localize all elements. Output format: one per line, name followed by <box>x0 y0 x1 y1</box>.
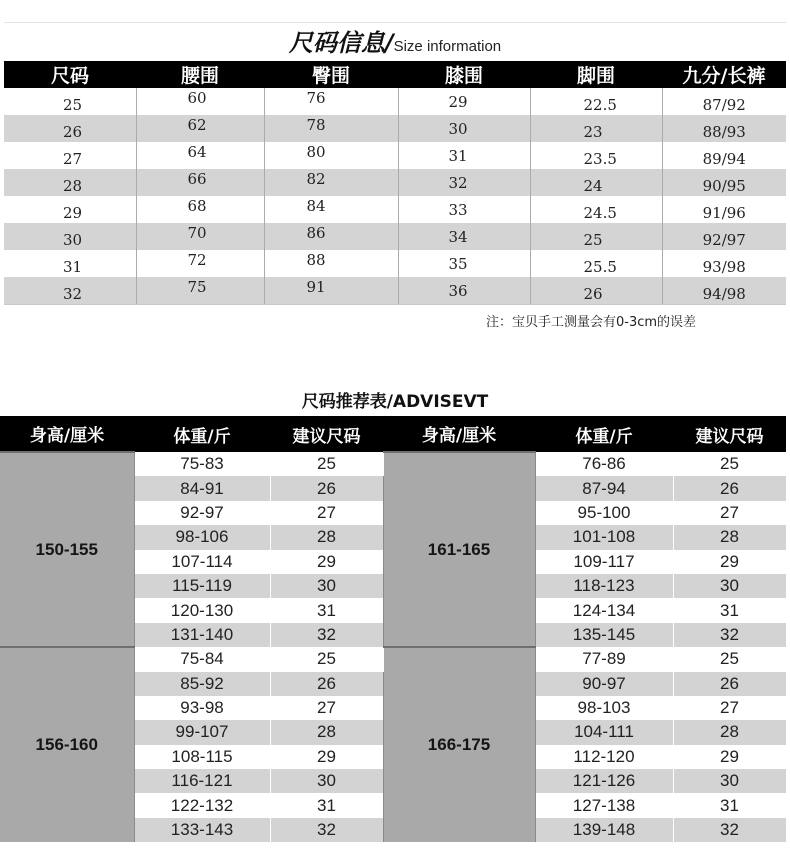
size-info-cell: 91 <box>264 277 398 305</box>
size-info-cell: 29 <box>63 204 83 222</box>
size-info-cell: 31 <box>398 142 530 169</box>
size-info-title-zh: 尺码信息/ <box>288 29 394 57</box>
size-info-header: 脚围 <box>530 61 662 88</box>
recommend-title: 尺码推荐表/ADVISEVT <box>301 392 489 412</box>
recommend-header: 体重/斤 <box>535 416 673 452</box>
size-info-row <box>4 88 786 115</box>
size-info-cell: 26 <box>4 115 136 142</box>
top-divider <box>4 22 786 23</box>
weight-range-cell: 84-91 <box>134 476 270 500</box>
size-info-cell: 62 <box>136 115 264 142</box>
size-info-cell: 82 <box>264 169 398 196</box>
size-info-cell: 35 <box>398 250 530 277</box>
weight-range-cell: 98-106 <box>134 525 270 549</box>
weight-range-cell: 116-121 <box>134 769 270 793</box>
height-range-right: 166-175 <box>383 647 535 842</box>
recommended-size-cell: 31 <box>673 598 786 622</box>
size-info-header-row <box>4 61 786 88</box>
recommended-size-cell: 30 <box>673 769 786 793</box>
size-info-row <box>4 250 786 277</box>
size-info-cell: 25 <box>530 223 662 250</box>
size-info-header: 腰围 <box>136 61 264 88</box>
size-info-title-en: Size information <box>393 38 502 55</box>
recommended-size-cell: 30 <box>270 574 383 598</box>
recommended-size-cell: 29 <box>270 745 383 769</box>
weight-range-cell: 131-140 <box>134 623 270 647</box>
weight-range-cell: 107-114 <box>134 550 270 574</box>
recommended-size-cell: 25 <box>673 647 786 671</box>
recommended-size-cell: 32 <box>673 818 786 842</box>
size-info-row <box>4 169 786 196</box>
recommended-size-cell: 25 <box>270 452 383 476</box>
weight-range-cell: 133-143 <box>134 818 270 842</box>
size-info-cell: 66 <box>136 169 264 196</box>
recommended-size-cell: 31 <box>270 793 383 817</box>
weight-range-cell: 76-86 <box>535 452 673 476</box>
weight-range-cell: 139-148 <box>535 818 673 842</box>
weight-range-cell: 135-145 <box>535 623 673 647</box>
weight-range-cell: 127-138 <box>535 793 673 817</box>
size-info-row <box>4 277 786 305</box>
size-info-header: 九分/长裤 <box>662 61 786 88</box>
size-info-cell: 70 <box>136 223 264 250</box>
recommended-size-cell: 31 <box>673 793 786 817</box>
recommended-size-cell: 25 <box>270 647 383 671</box>
size-info-table <box>4 61 786 305</box>
recommended-size-cell: 26 <box>270 672 383 696</box>
size-info-cell: 68 <box>136 196 264 223</box>
size-info-cell: 28 <box>4 169 136 196</box>
recommended-size-cell: 29 <box>270 550 383 574</box>
recommended-size-cell: 30 <box>270 769 383 793</box>
size-info-cell: 76 <box>264 88 398 115</box>
weight-range-cell: 120-130 <box>134 598 270 622</box>
recommended-size-cell: 29 <box>673 550 786 574</box>
weight-range-cell: 124-134 <box>535 598 673 622</box>
size-info-cell: 23.5 <box>530 142 662 169</box>
height-range-right: 161-165 <box>383 452 535 647</box>
size-info-cell: 91/96 <box>662 196 786 223</box>
recommended-size-cell: 28 <box>270 720 383 744</box>
size-info-row <box>4 196 786 223</box>
recommend-row <box>0 452 786 476</box>
weight-range-cell: 99-107 <box>134 720 270 744</box>
weight-range-cell: 115-119 <box>134 574 270 598</box>
size-info-cell: 78 <box>264 115 398 142</box>
size-info-cell: 30 <box>398 115 530 142</box>
recommended-size-cell: 26 <box>270 476 383 500</box>
recommend-row <box>0 647 786 671</box>
recommend-header: 身高/厘米 <box>383 416 535 452</box>
recommended-size-cell: 31 <box>270 598 383 622</box>
size-info-cell: 88/93 <box>662 115 786 142</box>
size-info-header: 尺码 <box>4 61 136 88</box>
size-info-cell: 34 <box>398 223 530 250</box>
recommended-size-cell: 32 <box>673 623 786 647</box>
size-info-cell: 24 <box>530 169 662 196</box>
weight-range-cell: 75-83 <box>134 452 270 476</box>
size-info-row <box>4 142 786 169</box>
recommended-size-cell: 28 <box>673 525 786 549</box>
recommend-table <box>0 416 787 842</box>
size-info-cell: 87/92 <box>662 88 786 115</box>
size-info-cell: 32 <box>398 169 530 196</box>
size-info-cell: 33 <box>398 196 530 223</box>
size-info-cell: 31 <box>63 258 83 276</box>
size-info-cell: 27 <box>63 150 83 168</box>
weight-range-cell: 95-100 <box>535 501 673 525</box>
recommended-size-cell: 32 <box>270 818 383 842</box>
weight-range-cell: 75-84 <box>134 647 270 671</box>
height-range-left: 150-155 <box>0 452 134 647</box>
recommended-size-cell: 27 <box>673 696 786 720</box>
size-info-cell: 90/95 <box>662 169 786 196</box>
size-info-cell: 26 <box>530 277 662 305</box>
height-range-left: 156-160 <box>0 647 134 842</box>
weight-range-cell: 77-89 <box>535 647 673 671</box>
size-info-cell: 36 <box>398 277 530 305</box>
recommend-header: 体重/斤 <box>134 416 270 452</box>
recommended-size-cell: 26 <box>673 476 786 500</box>
recommended-size-cell: 32 <box>270 623 383 647</box>
weight-range-cell: 109-117 <box>535 550 673 574</box>
size-info-cell: 32 <box>4 277 136 305</box>
size-info-cell: 29 <box>398 88 530 115</box>
weight-range-cell: 112-120 <box>535 745 673 769</box>
weight-range-cell: 104-111 <box>535 720 673 744</box>
weight-range-cell: 92-97 <box>134 501 270 525</box>
recommended-size-cell: 28 <box>673 720 786 744</box>
size-info-cell: 24.5 <box>530 196 662 223</box>
size-info-cell: 94/98 <box>662 277 786 305</box>
size-info-cell: 86 <box>264 223 398 250</box>
size-info-row <box>4 223 786 250</box>
size-info-cell: 89/94 <box>662 142 786 169</box>
measurement-note: 注：宝贝手工测量会有0-3cm的误差 <box>486 315 697 330</box>
recommended-size-cell: 28 <box>270 525 383 549</box>
recommended-size-cell: 27 <box>270 696 383 720</box>
recommend-header: 建议尺码 <box>673 416 786 452</box>
size-info-cell: 92/97 <box>662 223 786 250</box>
size-info-cell: 88 <box>264 250 398 277</box>
size-info-cell: 22.5 <box>530 88 662 115</box>
recommended-size-cell: 30 <box>673 574 786 598</box>
weight-range-cell: 122-132 <box>134 793 270 817</box>
weight-range-cell: 93-98 <box>134 696 270 720</box>
size-info-cell: 93/98 <box>662 250 786 277</box>
size-info-cell: 23 <box>530 115 662 142</box>
weight-range-cell: 98-103 <box>535 696 673 720</box>
weight-range-cell: 101-108 <box>535 525 673 549</box>
size-info-header: 膝围 <box>398 61 530 88</box>
recommend-header-row <box>0 416 786 452</box>
weight-range-cell: 85-92 <box>134 672 270 696</box>
recommend-header: 身高/厘米 <box>0 416 134 452</box>
recommended-size-cell: 29 <box>673 745 786 769</box>
recommended-size-cell: 26 <box>673 672 786 696</box>
weight-range-cell: 118-123 <box>535 574 673 598</box>
size-info-cell: 84 <box>264 196 398 223</box>
size-info-title <box>0 28 790 62</box>
weight-range-cell: 108-115 <box>134 745 270 769</box>
size-info-header: 臀围 <box>264 61 398 88</box>
weight-range-cell: 90-97 <box>535 672 673 696</box>
recommended-size-cell: 27 <box>270 501 383 525</box>
size-info-cell: 60 <box>136 88 264 115</box>
size-info-cell: 80 <box>264 142 398 169</box>
size-info-cell: 25.5 <box>530 250 662 277</box>
recommended-size-cell: 25 <box>673 452 786 476</box>
weight-range-cell: 87-94 <box>535 476 673 500</box>
size-info-row <box>4 115 786 142</box>
weight-range-cell: 121-126 <box>535 769 673 793</box>
recommended-size-cell: 27 <box>673 501 786 525</box>
recommend-header: 建议尺码 <box>270 416 383 452</box>
size-info-cell: 64 <box>136 142 264 169</box>
size-info-cell: 25 <box>63 96 83 114</box>
size-info-cell: 30 <box>4 223 136 250</box>
size-info-cell: 75 <box>136 277 264 305</box>
size-info-cell: 72 <box>136 250 264 277</box>
